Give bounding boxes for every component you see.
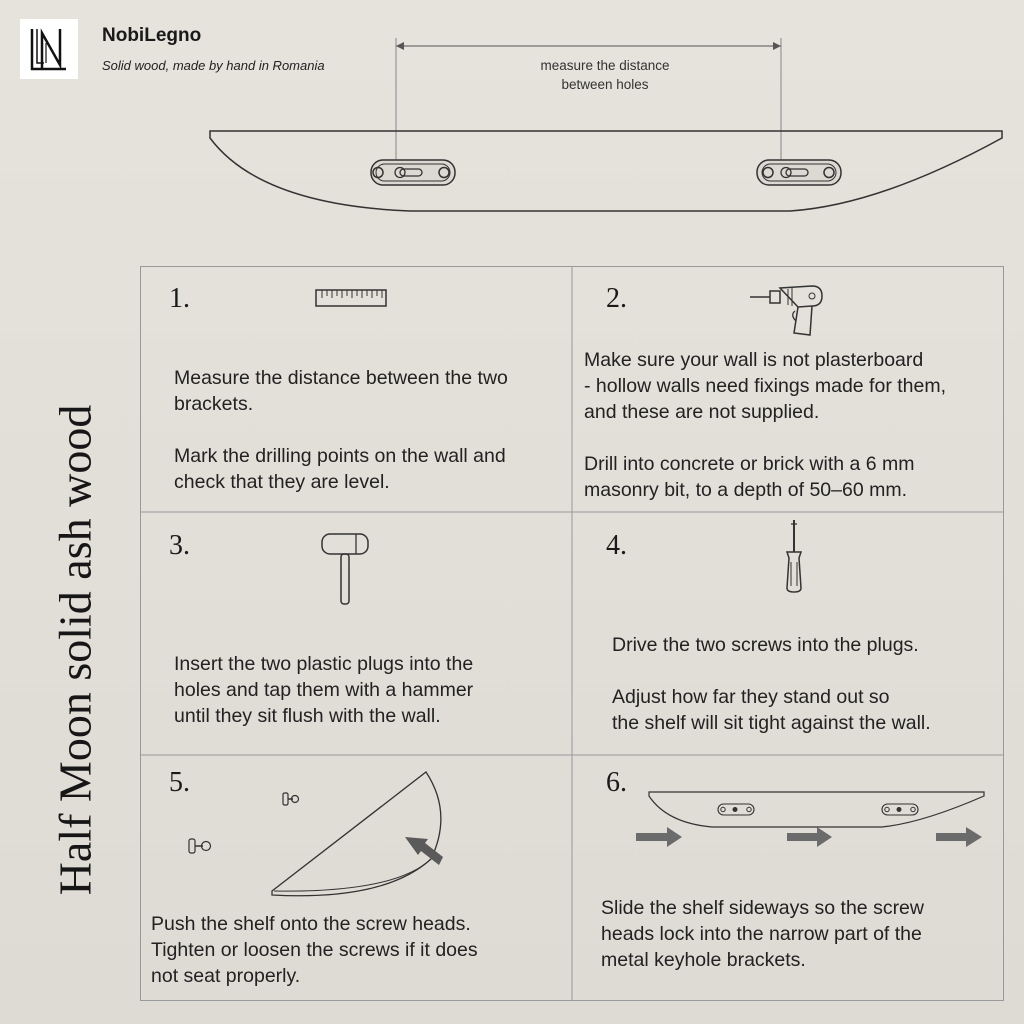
step-3 [141, 512, 572, 755]
slide-arrow-2 [787, 827, 832, 847]
step-6-paragraph-1: Slide the shelf sideways so the screw heads lock into the narrow part of the metal keyhole brackets. [601, 897, 924, 971]
shelf-push-icon [185, 775, 445, 925]
step-1-paragraph-1: Measure the distance between the two brackets. [174, 367, 508, 415]
step-4-number: 4. [606, 530, 627, 561]
step-5-paragraph-1: Push the shelf onto the screw heads. Tighten or loosen the screws if it does not seat properly. [151, 913, 478, 987]
step-2-paragraph-1: Make sure your wall is not plasterboard - hollow walls need fixings made for them, and these are not supplied. [584, 349, 946, 423]
step-4 [572, 512, 1003, 755]
brand-name: NobiLegno [102, 25, 202, 46]
step-2-text [584, 347, 946, 503]
shelf-diagram [0, 0, 1024, 240]
screwdriver-icon [782, 518, 806, 594]
step-1 [141, 267, 572, 512]
shelf-slide-icon [572, 755, 992, 865]
step-3-paragraph-1: Insert the two plastic plugs into the holes and tap them with a hammer until they sit flush with the wall. [174, 653, 474, 727]
step-4-paragraph-1: Drive the two screws into the plugs. [612, 634, 919, 656]
step-1-number: 1. [169, 283, 190, 314]
hammer-icon [320, 530, 372, 606]
measure-label-text: measure the distance between holes [540, 58, 670, 92]
step-5 [141, 755, 572, 1000]
step-6-number: 6. [606, 767, 627, 798]
step-5-number: 5. [169, 767, 190, 798]
step-6-text [601, 895, 924, 973]
step-1-text [174, 365, 508, 495]
measure-label [520, 56, 690, 94]
screw-head-upper [283, 793, 299, 805]
keyhole-bracket-left [371, 160, 455, 185]
brand-tagline: Solid wood, made by hand in Romania [102, 58, 325, 73]
steps-grid [140, 266, 1004, 1001]
step-2-number: 2. [606, 283, 627, 314]
step-3-text [174, 651, 473, 729]
screw-head-lower [189, 839, 211, 853]
slide-arrow-3 [936, 827, 982, 847]
ruler-icon [315, 289, 387, 307]
step-5-text [151, 911, 478, 989]
step-3-number: 3. [169, 530, 190, 561]
keyhole-bracket-right [757, 160, 841, 185]
step-6 [572, 755, 1003, 1000]
side-title: Half Moon solid ash wood [49, 404, 101, 896]
drill-icon [750, 283, 830, 343]
step-2 [572, 267, 1003, 512]
slide-arrow-1 [636, 827, 682, 847]
step-4-paragraph-2: Adjust how far they stand out so the shelf will sit tight against the wall. [612, 686, 931, 734]
step-1-paragraph-2: Mark the drilling points on the wall and check that they are level. [174, 445, 506, 493]
step-2-paragraph-2: Drill into concrete or brick with a 6 mm masonry bit, to a depth of 50–60 mm. [584, 453, 915, 501]
step-4-text [612, 632, 931, 736]
